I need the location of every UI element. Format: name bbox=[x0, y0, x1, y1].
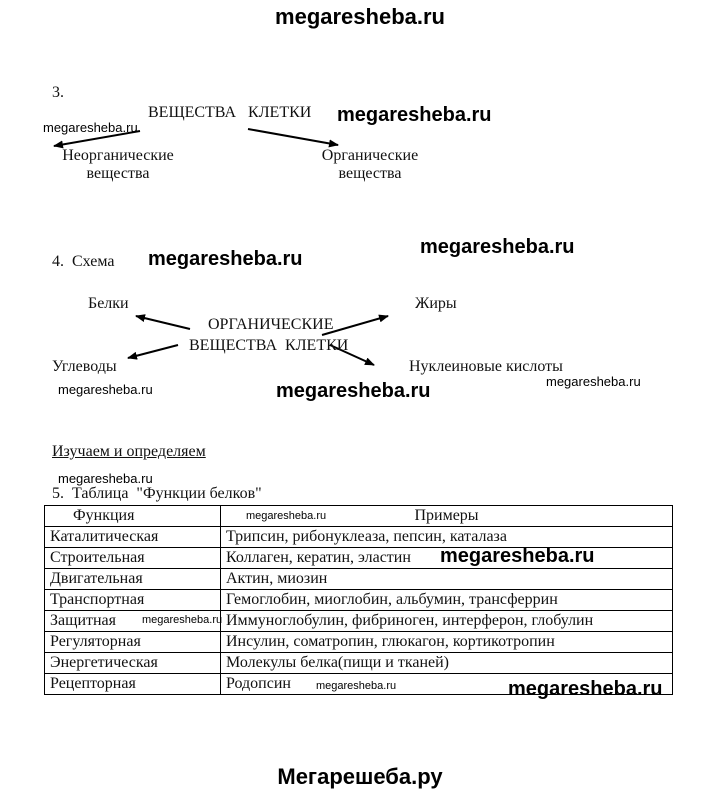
function-cell: Энергетическая bbox=[45, 653, 221, 674]
task3-left-node bbox=[48, 147, 188, 183]
site-footer-title[interactable]: Мегарешеба.ру bbox=[277, 764, 443, 789]
watermark: megaresheba.ru bbox=[246, 510, 327, 522]
task4-proteins-node: Белки bbox=[88, 295, 129, 312]
arrow-to-proteins bbox=[136, 316, 190, 329]
watermark: megaresheba.ru bbox=[43, 120, 138, 135]
examples-cell: Иммуноглобулин, фибриноген, интерферон, глобулин bbox=[221, 611, 673, 632]
arrow-to-carbs bbox=[128, 345, 178, 358]
table-row bbox=[45, 653, 673, 674]
arrow-to-organic bbox=[248, 129, 338, 145]
task3-root-node: ВЕЩЕСТВА КЛЕТКИ bbox=[148, 104, 312, 121]
watermark: megaresheba.ru bbox=[440, 545, 595, 567]
watermark: megaresheba.ru bbox=[508, 678, 663, 700]
examples-cell: Молекулы белка(пищи и тканей) bbox=[221, 653, 673, 674]
examples-cell: Актин, миозин bbox=[221, 569, 673, 590]
function-cell: Каталитическая bbox=[45, 527, 221, 548]
function-cell: Регуляторная bbox=[45, 632, 221, 653]
examples-cell: Инсулин, соматропин, глюкагон, кортикотропин bbox=[221, 632, 673, 653]
task3-right-line2: вещества bbox=[338, 165, 402, 182]
task5-heading: 5. Таблица "Функции белков" bbox=[52, 485, 262, 502]
watermark: megaresheba.ru bbox=[142, 614, 223, 626]
task3-left-line2: вещества bbox=[86, 165, 150, 182]
proteins-functions-table bbox=[44, 505, 673, 695]
task4-carbs-node: Углеводы bbox=[52, 358, 117, 375]
watermark: megaresheba.ru bbox=[58, 382, 153, 397]
task3-right-line1: Органические bbox=[321, 147, 419, 164]
examples-cell: Трипсин, рибонуклеаза, пепсин, каталаза bbox=[221, 527, 673, 548]
watermark: megaresheba.ru bbox=[337, 104, 492, 126]
function-cell: Транспортная bbox=[45, 590, 221, 611]
examples-cell: Коллаген, кератин, эластин bbox=[221, 548, 673, 569]
task4-center-line2: ВЕЩЕСТВА КЛЕТКИ bbox=[189, 337, 349, 354]
column-header-function: Функция bbox=[45, 506, 221, 527]
watermark: megaresheba.ru bbox=[420, 236, 575, 258]
watermark: megaresheba.ru bbox=[58, 471, 153, 486]
table-row bbox=[45, 632, 673, 653]
examples-cell: Родопсин bbox=[221, 674, 673, 695]
table-row bbox=[45, 611, 673, 632]
column-header-examples: Примеры bbox=[221, 506, 673, 527]
function-cell: Строительная bbox=[45, 548, 221, 569]
task4-center-line1: ОРГАНИЧЕСКИЕ bbox=[208, 316, 334, 333]
table-header-row bbox=[45, 506, 673, 527]
section-title: Изучаем и определяем bbox=[52, 443, 206, 460]
function-cell: Защитная bbox=[45, 611, 221, 632]
watermark: megaresheba.ru bbox=[316, 680, 397, 692]
examples-cell: Гемоглобин, миоглобин, альбумин, трансферрин bbox=[221, 590, 673, 611]
task4-nucleic-node: Нуклеиновые кислоты bbox=[409, 358, 563, 375]
task4-fats-node: Жиры bbox=[415, 295, 457, 312]
watermark: megaresheba.ru bbox=[276, 380, 431, 402]
task3-left-line1: Неорганические bbox=[62, 147, 174, 164]
task3-number: 3. bbox=[52, 84, 64, 101]
function-cell: Двигательная bbox=[45, 569, 221, 590]
table-row bbox=[45, 569, 673, 590]
task4-heading: 4. Схема bbox=[52, 253, 115, 270]
site-header-title[interactable]: megaresheba.ru bbox=[275, 4, 445, 29]
watermark: megaresheba.ru bbox=[546, 374, 641, 389]
function-cell: Рецепторная bbox=[45, 674, 221, 695]
watermark: megaresheba.ru bbox=[148, 248, 303, 270]
table-row bbox=[45, 590, 673, 611]
task3-right-node bbox=[300, 147, 440, 183]
